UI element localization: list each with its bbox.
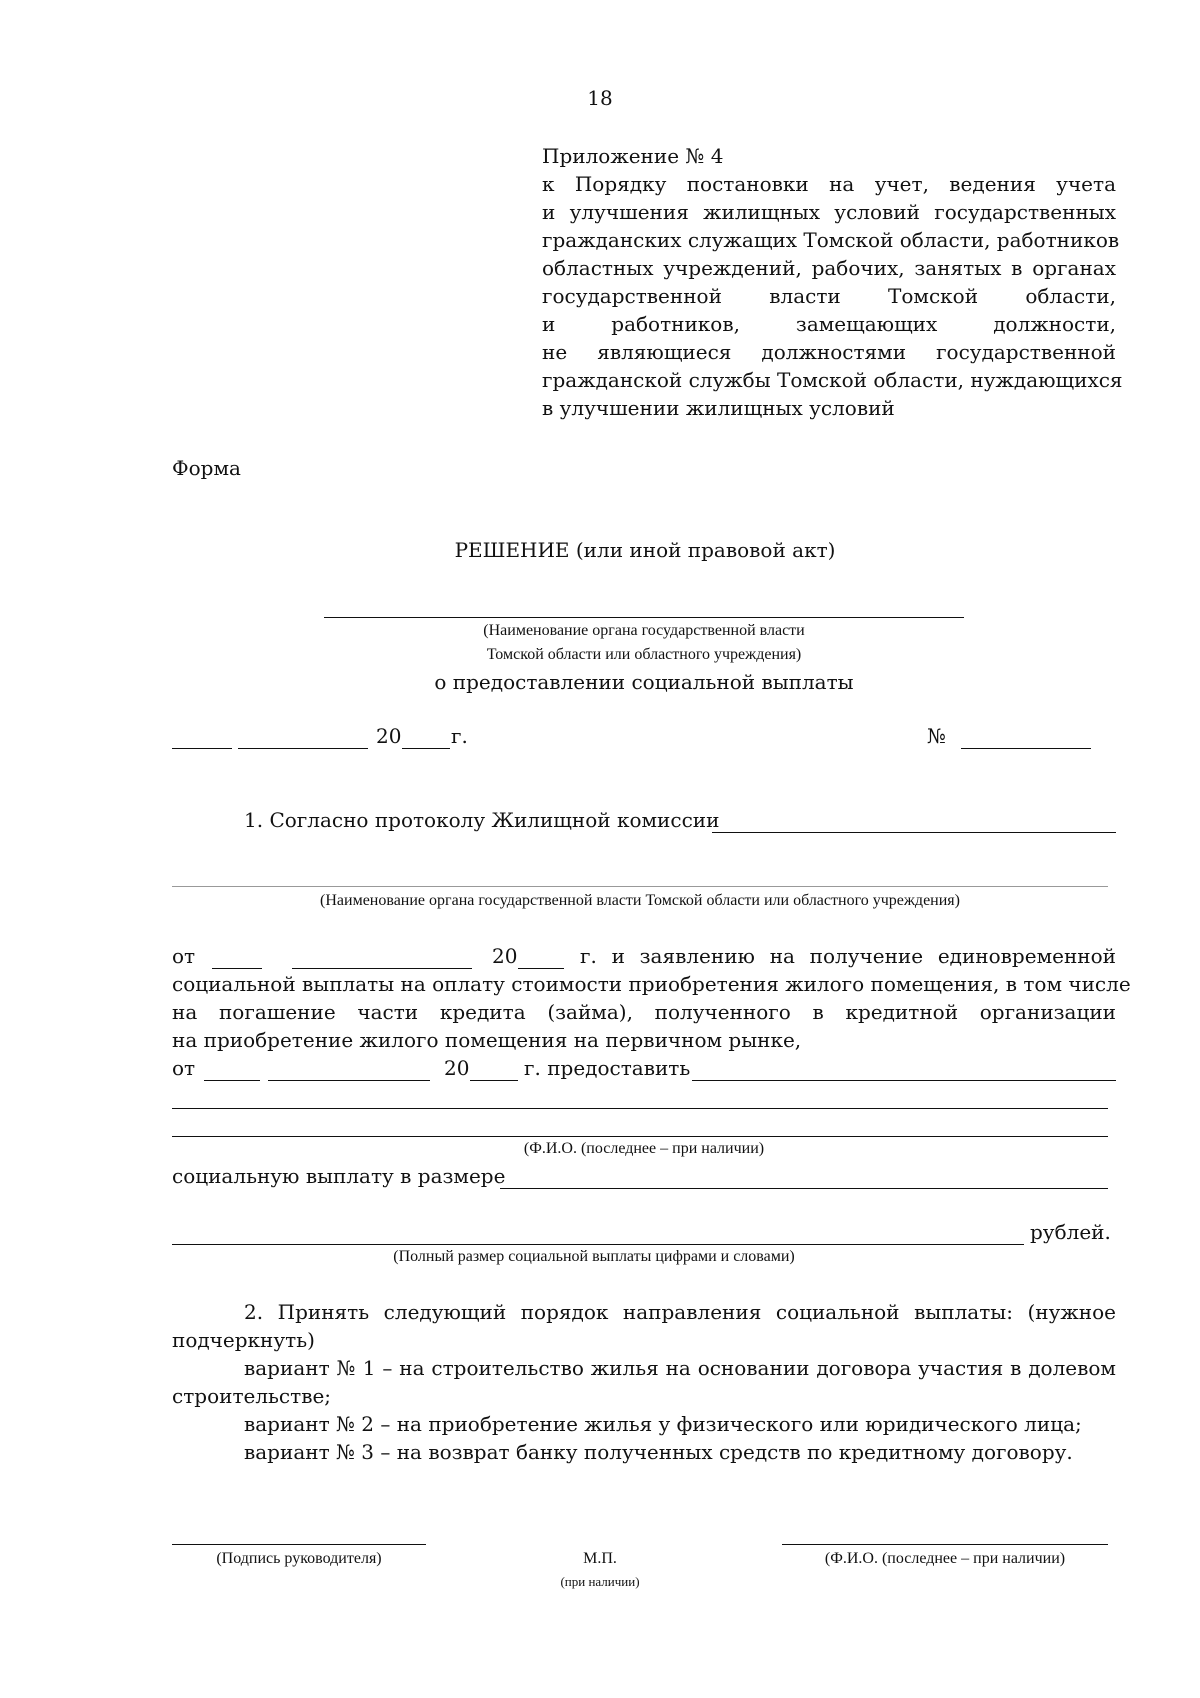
appendix-line: государственной власти Томской области, bbox=[542, 284, 1116, 308]
recipient-blank-1[interactable] bbox=[692, 1080, 1116, 1081]
appendix-title: Приложение № 4 bbox=[542, 144, 724, 168]
signature-blank[interactable] bbox=[172, 1544, 426, 1545]
variant1-line2: строительстве; bbox=[172, 1384, 332, 1408]
appendix-line: и работников, замещающих должности, bbox=[542, 312, 1116, 336]
document-title: РЕШЕНИЕ (или иной правовой акт) bbox=[454, 538, 836, 562]
variant2[interactable]: вариант № 2 – на приобретение жилья у физического или юридического лица; bbox=[244, 1412, 1082, 1436]
grant-year-blank[interactable] bbox=[470, 1080, 518, 1081]
amount-blank-1[interactable] bbox=[500, 1188, 1108, 1189]
appendix-line: не являющиеся должностями государственной bbox=[542, 340, 1116, 364]
commission-blank[interactable] bbox=[712, 832, 1116, 833]
document-subtitle: о предоставлении социальной выплаты bbox=[434, 670, 854, 694]
appendix-last-line: в улучшении жилищных условий bbox=[542, 396, 895, 420]
recipient-blank-2[interactable] bbox=[172, 1108, 1108, 1109]
variant3[interactable]: вариант № 3 – на возврат банку полученных средств по кредитному договору. bbox=[244, 1440, 1073, 1464]
form-label: Форма bbox=[172, 456, 241, 480]
rubles-label: рублей. bbox=[1030, 1220, 1111, 1244]
number-blank[interactable] bbox=[961, 748, 1091, 749]
protocol-year-prefix: 20 bbox=[492, 944, 518, 968]
signature-caption: (Подпись руководителя) bbox=[216, 1550, 382, 1567]
para1-org-caption: (Наименование органа государственной власти Томской области или областного учреждения) bbox=[320, 892, 960, 909]
para2-lead-line1: 2. Принять следующий порядок направления социальной выплаты: (нужное bbox=[244, 1300, 1116, 1324]
amount-label: социальную выплату в размере bbox=[172, 1164, 506, 1188]
amount-caption: (Полный размер социальной выплаты цифрами и словами) bbox=[393, 1248, 795, 1265]
para1-line4: на приобретение жилого помещения на первичном рынке, bbox=[172, 1028, 802, 1052]
protocol-year-blank[interactable] bbox=[518, 968, 564, 969]
para1-lead: 1. Согласно протоколу Жилищной комиссии bbox=[244, 808, 720, 832]
appendix-line: к Порядку постановки на учет, ведения учета bbox=[542, 172, 1116, 196]
from-word-2: от bbox=[172, 1056, 196, 1080]
para2-lead-line2: подчеркнуть) bbox=[172, 1328, 315, 1352]
seal-label: М.П. bbox=[583, 1550, 617, 1567]
day-blank[interactable] bbox=[172, 748, 232, 749]
org-name-blank[interactable] bbox=[324, 617, 964, 618]
recipient-blank-3[interactable] bbox=[172, 1136, 1108, 1137]
year-suffix: г. bbox=[451, 724, 468, 748]
grant-day-blank[interactable] bbox=[204, 1080, 260, 1081]
para1-line3: на погашение части кредита (займа), полученного в кредитной организации bbox=[172, 1000, 1116, 1024]
appendix-line: областных учреждений, рабочих, занятых в органах bbox=[542, 256, 1116, 280]
year-prefix: 20 bbox=[376, 724, 402, 748]
org-blank-2[interactable] bbox=[172, 886, 1108, 887]
org-caption-1: (Наименование органа государственной власти bbox=[483, 622, 805, 639]
grant-month-blank[interactable] bbox=[268, 1080, 430, 1081]
para1-line5-rest: г. предоставить bbox=[524, 1056, 691, 1080]
fio-caption: (Ф.И.О. (последнее – при наличии) bbox=[523, 1140, 765, 1157]
seal-note: (при наличии) bbox=[560, 1574, 640, 1589]
protocol-month-blank[interactable] bbox=[292, 968, 472, 969]
number-sign: № bbox=[927, 724, 946, 748]
protocol-day-blank[interactable] bbox=[212, 968, 262, 969]
variant1-line1[interactable]: вариант № 1 – на строительство жилья на основании договора участия в долевом bbox=[244, 1356, 1116, 1380]
appendix-line: гражданских служащих Томской области, работников bbox=[542, 228, 1120, 252]
head-fio-caption: (Ф.И.О. (последнее – при наличии) bbox=[824, 1550, 1066, 1567]
head-fio-blank[interactable] bbox=[782, 1544, 1108, 1545]
year-blank[interactable] bbox=[402, 748, 450, 749]
from-word: от bbox=[172, 944, 196, 968]
appendix-line: гражданской службы Томской области, нуждающихся bbox=[542, 368, 1123, 392]
para1-line1-rest: г. и заявлению на получение единовременной bbox=[580, 944, 1116, 968]
appendix-line: и улучшения жилищных условий государственных bbox=[542, 200, 1116, 224]
month-blank[interactable] bbox=[238, 748, 368, 749]
grant-year-prefix: 20 bbox=[444, 1056, 470, 1080]
amount-blank-2[interactable] bbox=[172, 1244, 1024, 1245]
page-number: 18 bbox=[587, 86, 613, 110]
org-caption-2: Томской области или областного учреждения) bbox=[486, 646, 802, 663]
para1-line2: социальной выплаты на оплату стоимости приобретения жилого помещения, в том числе bbox=[172, 972, 1131, 996]
